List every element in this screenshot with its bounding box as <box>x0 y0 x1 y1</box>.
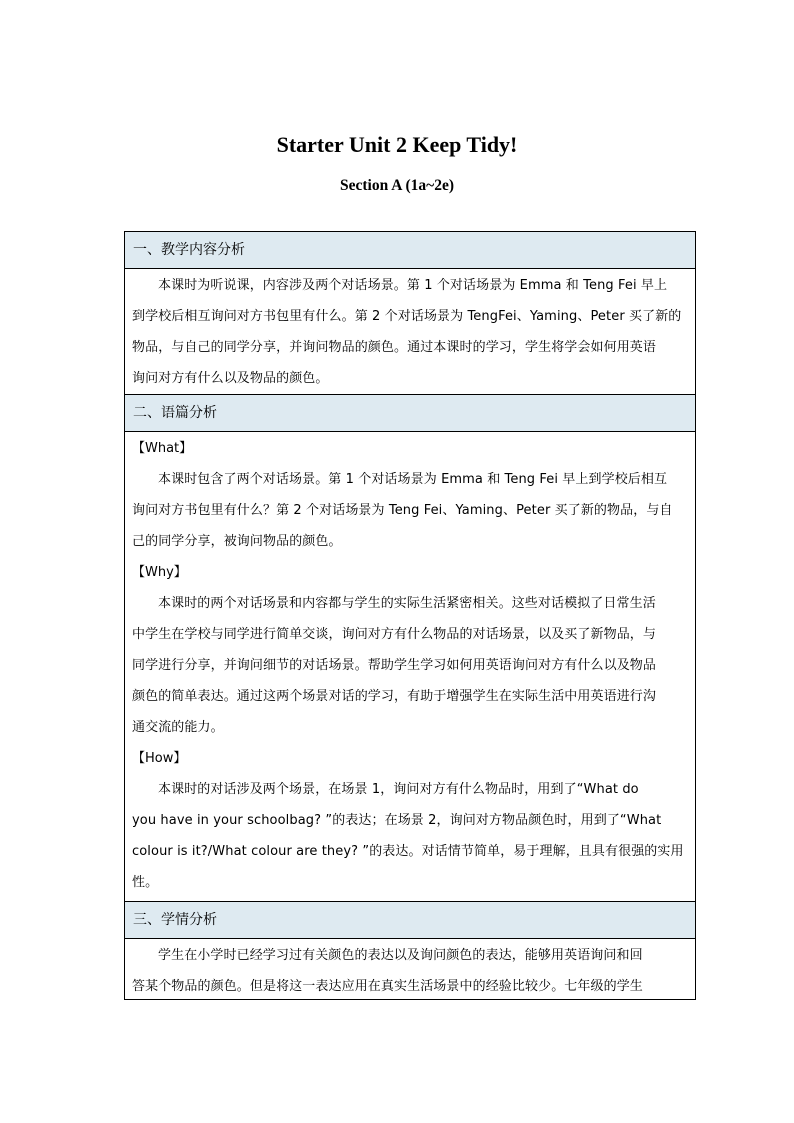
text-line: 通交流的能力。 <box>132 720 224 735</box>
text-line: 颜色的简单表达。通过这两个场景对话的学习，有助于增强学生在实际生活中用英语进行沟 <box>132 689 657 704</box>
what-paragraph-continued <box>132 495 688 557</box>
text-line: 询问对方书包里有什么？第 2 个对话场景为 Teng Fei、Yaming、Peter 买了新的物品，与自 <box>132 503 673 518</box>
text-line: 同学进行分享，并询问细节的对话场景。帮助学生学习如何用英语询问对方有什么以及物品 <box>132 658 657 673</box>
text-line: 物品，与自己的同学分享，并询问物品的颜色。通过本课时的学习，学生将学会如何用英语 <box>132 340 657 355</box>
how-tag: 【How】 <box>132 751 187 766</box>
section-heading-discourse-analysis: 二、语篇分析 <box>125 395 695 432</box>
section-body-content-analysis <box>125 269 695 395</box>
document-title: Starter Unit 2 Keep Tidy! <box>276 132 518 157</box>
text-line: 询问对方有什么以及物品的颜色。 <box>132 371 329 386</box>
text-line: 性。 <box>132 875 159 890</box>
text-line: 答某个物品的颜色。但是将这一表达应用在真实生活场景中的经验比较少。七年级的学生 <box>132 979 643 994</box>
how-paragraph <box>132 774 688 805</box>
paragraph-continued <box>132 301 688 394</box>
section-body-learner-analysis <box>125 939 695 1000</box>
text-line: 本课时的对话涉及两个场景，在场景 1，询问对方有什么物品时，用到了“What do <box>158 782 639 797</box>
section-heading-content-analysis: 一、教学内容分析 <box>125 232 695 269</box>
text-line: 学生在小学时已经学习过有关颜色的表达以及询问颜色的表达，能够用英语询问和回 <box>158 948 643 963</box>
text-line: 本课时为听说课，内容涉及两个对话场景。第 1 个对话场景为 Emma 和 Teng Fei 早上 <box>158 278 668 293</box>
paragraph <box>132 940 688 971</box>
document-subtitle: Section A (1a~2e) <box>340 177 454 194</box>
how-paragraph-continued <box>132 805 688 898</box>
what-paragraph <box>132 464 688 495</box>
section-heading-learner-analysis: 三、学情分析 <box>125 902 695 939</box>
text-line: 到学校后相互询问对方书包里有什么。第 2 个对话场景为 TengFei、Yaming、Peter 买了新的 <box>132 309 682 324</box>
paragraph <box>132 270 688 301</box>
why-tag: 【Why】 <box>132 565 187 580</box>
text-line: 本课时包含了两个对话场景。第 1 个对话场景为 Emma 和 Teng Fei 早上到学校后相互 <box>158 472 668 487</box>
why-paragraph <box>132 588 688 619</box>
text-line: 己的同学分享，被询问物品的颜色。 <box>132 534 342 549</box>
paragraph-continued <box>132 971 688 1000</box>
section-body-discourse-analysis <box>125 432 695 902</box>
text-line: 中学生在学校与同学进行简单交谈，询问对方有什么物品的对话场景，以及买了新物品，与 <box>132 627 657 642</box>
why-paragraph-continued <box>132 619 688 743</box>
text-line: 本课时的两个对话场景和内容都与学生的实际生活紧密相关。这些对话模拟了日常生活 <box>158 596 656 611</box>
what-tag: 【What】 <box>132 441 193 456</box>
lesson-analysis-table <box>124 231 696 1000</box>
text-line: colour is it?/What colour are they? ”的表达。对话情节简单，易于理解，且具有很强的实用 <box>132 844 684 859</box>
text-line: you have in your schoolbag? ”的表达；在场景 2，询问对方物品颜色时，用到了“What <box>132 813 662 828</box>
